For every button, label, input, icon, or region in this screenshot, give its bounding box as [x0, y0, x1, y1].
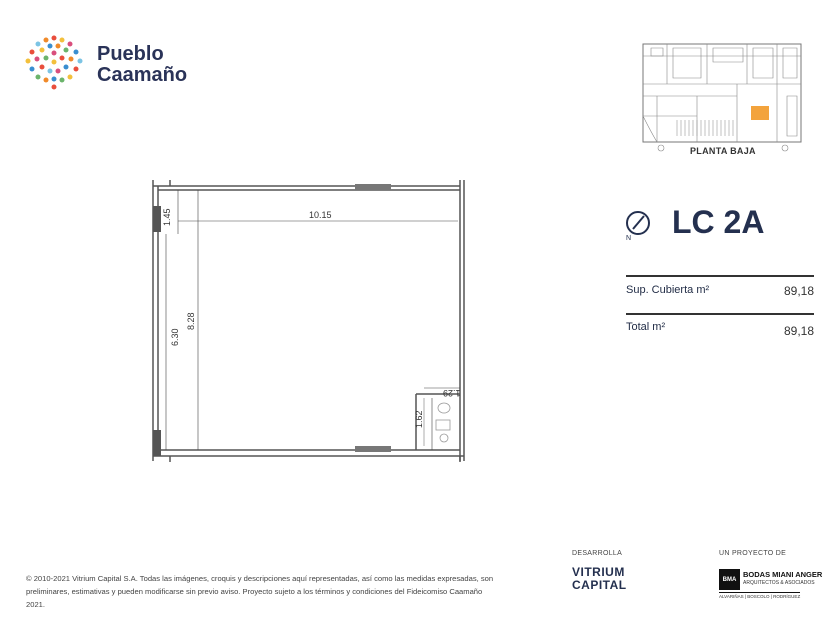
brand-logo-mark — [24, 34, 84, 94]
divider — [626, 275, 814, 277]
project-by-label: UN PROYECTO DE — [719, 550, 787, 557]
architect-logo-mark: BMA — [719, 569, 740, 590]
spec-label-covered: Sup. Cubierta m² — [626, 284, 710, 296]
developer-logo-line1: VITRIUM — [572, 565, 625, 579]
dimension-depth-total: 6.30 — [170, 328, 180, 346]
architect-subtitle: ARQUITECTOS & ASOCIADOS — [743, 580, 815, 586]
legal-disclaimer: © 2010-2021 Vitrium Capital S.A. Todas las imágenes, croquis y descripciones aquí representadas, así como las medidas expresadas, son preliminares, estimativas y pueden modificarse sin previo aviso. Proyecto sujeto a los términos y condiciones del Fideicomiso Caamaño 2021. — [26, 574, 494, 609]
spec-value-total: 89,18 — [783, 324, 814, 338]
dimension-bath-depth: 1.62 — [414, 410, 424, 428]
dimension-upper-offset: 1.45 — [162, 208, 172, 226]
developer-logo — [572, 566, 627, 592]
dimension-width-top: 10.15 — [309, 210, 332, 220]
dimension-bath-width: 1.29 — [443, 388, 461, 398]
architect-name: BODAS MIANI ANGER — [743, 570, 823, 579]
divider — [626, 313, 814, 315]
key-plan-highlight — [751, 106, 769, 120]
north-label: N — [626, 235, 632, 242]
spec-label-total: Total m² — [626, 321, 666, 333]
brand-name — [97, 44, 187, 86]
compass-icon — [625, 210, 651, 236]
developer-label: DESARROLLA — [572, 550, 623, 557]
spec-value-covered: 89,18 — [783, 284, 814, 298]
dimension-depth-inner: 8.28 — [186, 312, 196, 330]
brand-name-line2: Caamaño — [97, 64, 188, 86]
key-plan — [637, 36, 807, 160]
architect-partners: ALVARIÑAS | BOSCOLO | RODRÍGUEZ — [719, 594, 801, 599]
key-plan-label: PLANTA BAJA — [690, 146, 756, 156]
brand-name-line1: Pueblo — [97, 43, 164, 65]
developer-logo-line2: CAPITAL — [572, 578, 627, 592]
unit-code: LC 2A — [672, 204, 765, 240]
